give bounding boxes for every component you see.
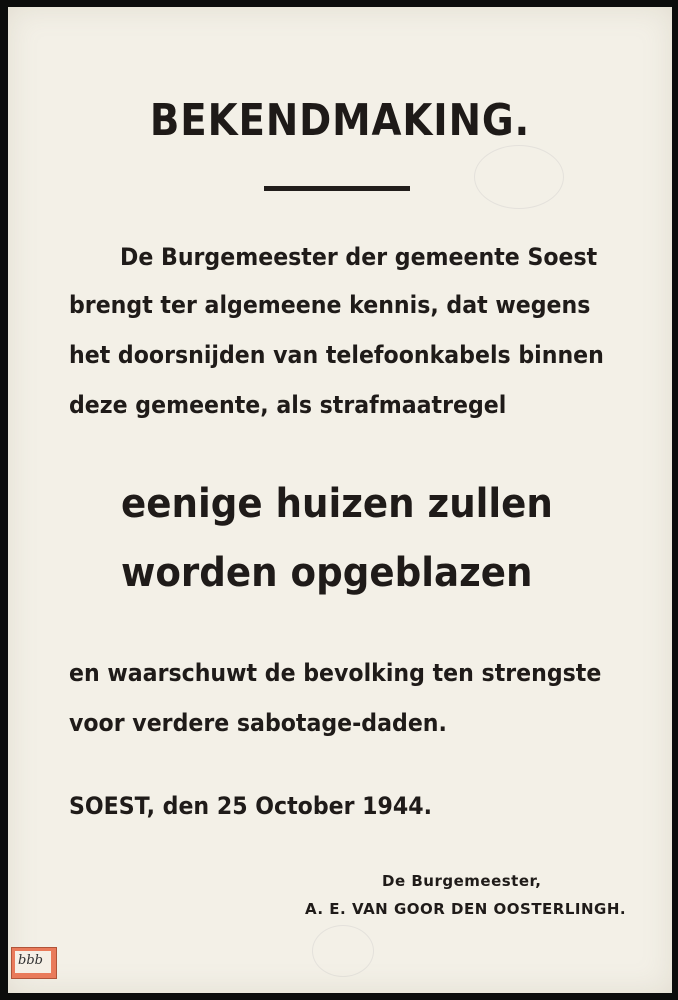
signature-role: De Burgemeester, [382,872,542,890]
warning-line-2: voor verdere sabotage-daden. [69,709,447,737]
archive-number: bbb [18,953,43,968]
faint-stamp-mark [312,925,374,977]
emphasis-line-1: eenige huizen zullen [121,481,553,527]
emphasis-line-2: worden opgeblazen [121,550,533,596]
warning-line-1: en waarschuwt de bevolking ten strengste [69,659,602,687]
poster-title: BEKENDMAKING. [149,95,531,146]
date-line: SOEST, den 25 October 1944. [69,792,433,820]
title-divider [264,186,410,191]
intro-line-4: deze gemeente, als strafmaatregel [69,391,507,419]
intro-line-3: het doorsnijden van telefoonkabels binnen [69,341,604,369]
intro-line-2: brengt ter algemeene kennis, dat wegens [69,291,591,319]
signature-name: A. E. VAN GOOR DEN OOSTERLINGH. [305,900,627,918]
poster-sheet [8,7,672,993]
archive-label [11,947,57,979]
intro-line-1: De Burgemeester der gemeente Soest [120,243,598,271]
faint-stamp-mark [474,145,564,209]
